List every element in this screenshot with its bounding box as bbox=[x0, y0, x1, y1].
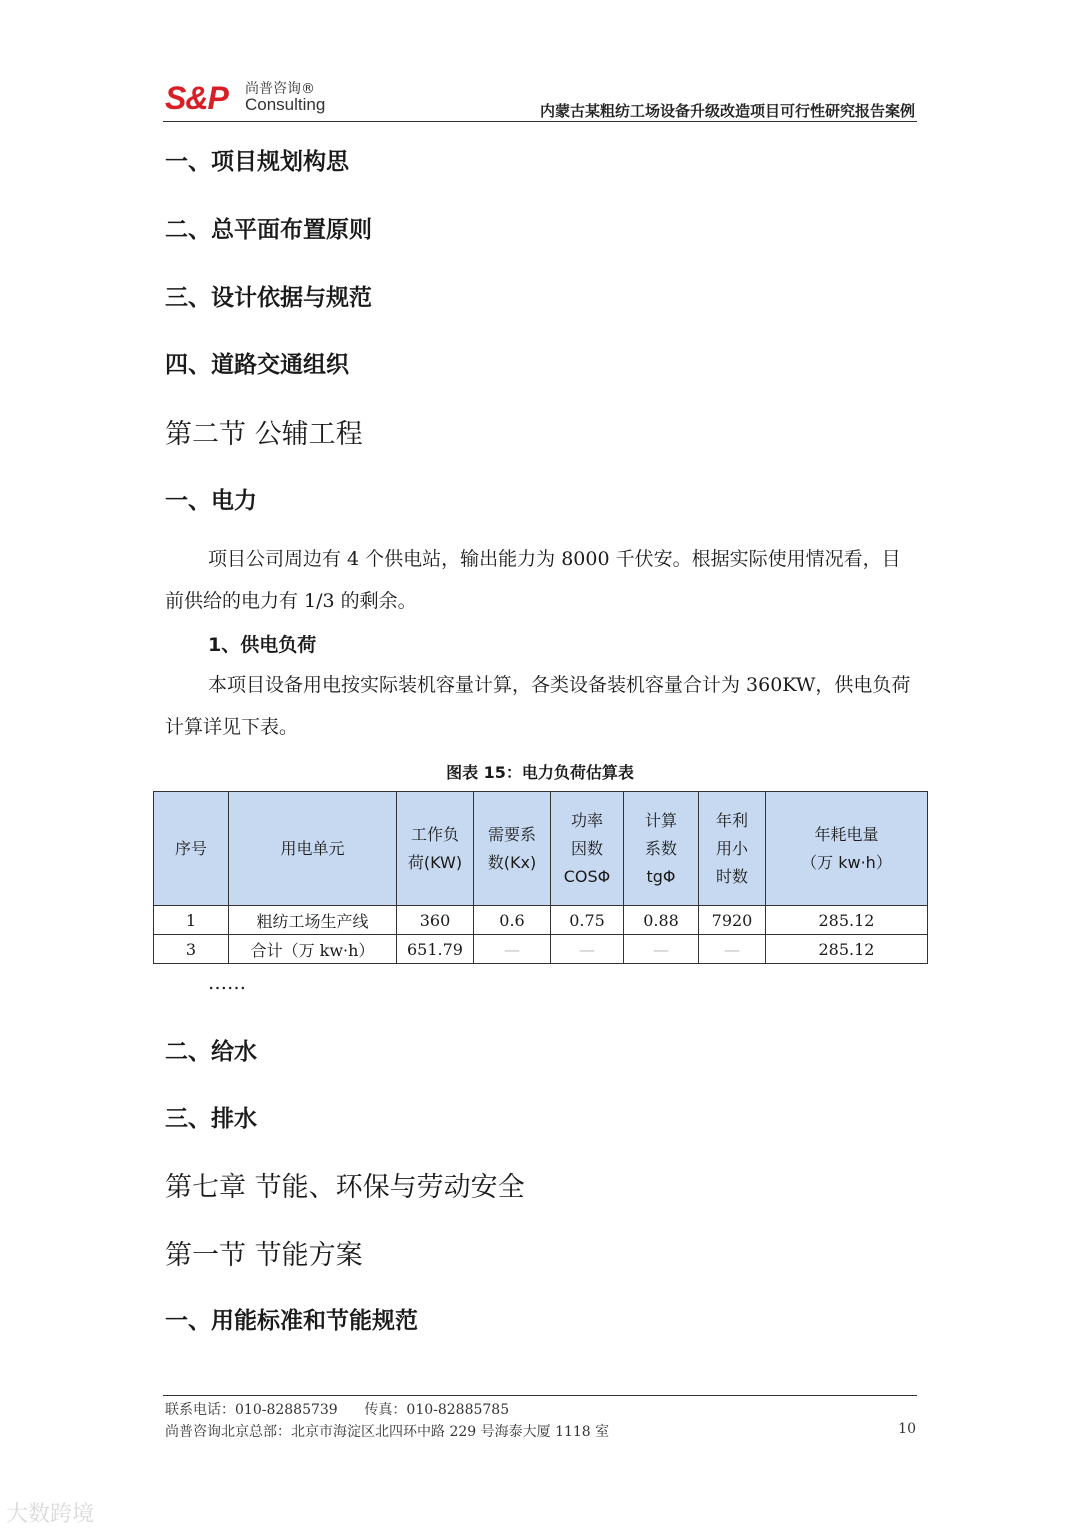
heading-layout-principles: 二、总平面布置原则 bbox=[165, 217, 372, 243]
cell-cos: — bbox=[551, 935, 624, 964]
paragraph-power-supply: 项目公司周边有 4 个供电站，输出能力为 8000 千伏安。根据实际使用情况看，目前供给的电力有 1/3 的剩余。 bbox=[165, 548, 901, 612]
footer-address: 尚普咨询北京总部：北京市海淀区北四环中路 229 号海泰大厦 1118 室 bbox=[165, 1424, 610, 1440]
cell-seq: 3 bbox=[154, 935, 229, 964]
chapter-7-title: 第七章 节能、环保与劳动安全 bbox=[165, 1172, 525, 1203]
cell-tg: — bbox=[624, 935, 699, 964]
heading-road-traffic: 四、道路交通组织 bbox=[165, 352, 349, 378]
cell-hours: 7920 bbox=[699, 906, 766, 935]
table-row bbox=[154, 906, 928, 935]
cell-energy: 285.12 bbox=[766, 935, 928, 964]
footer-contact: 联系电话：010-82885739 传真：010-82885785 bbox=[165, 1402, 510, 1418]
logo-english-name: Consulting bbox=[245, 95, 326, 114]
col-header-load: 工作负 荷(KW) bbox=[397, 792, 474, 906]
table-caption: 图表 15：电力负荷估算表 bbox=[446, 763, 634, 782]
cell-unit: 粗纺工场生产线 bbox=[229, 906, 397, 935]
header-rule bbox=[163, 121, 917, 122]
col-header-kx: 需要系 数(Kx) bbox=[474, 792, 551, 906]
logo-chinese-name: 尚普咨询® bbox=[245, 81, 315, 97]
heading-drainage: 三、排水 bbox=[165, 1106, 257, 1132]
watermark: 大数跨境 bbox=[6, 1502, 95, 1527]
cell-load: 360 bbox=[397, 906, 474, 935]
cell-kx: 0.6 bbox=[474, 906, 551, 935]
heading-water-supply: 二、给水 bbox=[165, 1039, 257, 1065]
section-utilities-title: 第二节 公辅工程 bbox=[165, 419, 363, 450]
ellipsis: …… bbox=[208, 972, 246, 994]
section-energy-saving-title: 第一节 节能方案 bbox=[165, 1240, 363, 1271]
cell-seq: 1 bbox=[154, 906, 229, 935]
cell-unit: 合计（万 kw·h） bbox=[229, 935, 397, 964]
heading-energy-standards: 一、用能标准和节能规范 bbox=[165, 1308, 418, 1334]
cell-cos: 0.75 bbox=[551, 906, 624, 935]
cell-load: 651.79 bbox=[397, 935, 474, 964]
running-header-title: 内蒙古某粗纺工场设备升级改造项目可行性研究报告案例 bbox=[539, 102, 915, 120]
cell-energy: 285.12 bbox=[766, 906, 928, 935]
col-header-seq: 序号 bbox=[154, 792, 229, 906]
power-load-table bbox=[153, 791, 928, 964]
col-header-energy: 年耗电量 （万 kw·h） bbox=[766, 792, 928, 906]
col-header-cos: 功率 因数 COSΦ bbox=[551, 792, 624, 906]
subheading-power-load: 1、供电负荷 bbox=[208, 634, 317, 656]
cell-hours: — bbox=[699, 935, 766, 964]
cell-kx: — bbox=[474, 935, 551, 964]
col-header-tg: 计算 系数 tgΦ bbox=[624, 792, 699, 906]
table-row-total bbox=[154, 935, 928, 964]
col-header-unit: 用电单元 bbox=[229, 792, 397, 906]
heading-project-planning: 一、项目规划构思 bbox=[165, 149, 349, 175]
logo-mark: S&P bbox=[165, 80, 228, 116]
company-logo bbox=[165, 78, 335, 118]
page-number: 10 bbox=[898, 1421, 916, 1437]
col-header-hours: 年利 用小 时数 bbox=[699, 792, 766, 906]
heading-design-basis: 三、设计依据与规范 bbox=[165, 285, 372, 311]
heading-power: 一、电力 bbox=[165, 488, 257, 514]
table-header-row bbox=[154, 792, 928, 906]
cell-tg: 0.88 bbox=[624, 906, 699, 935]
footer-rule bbox=[163, 1395, 917, 1396]
paragraph-power-load: 本项目设备用电按实际装机容量计算，各类设备装机容量合计为 360KW，供电负荷计算详见下表。 bbox=[165, 674, 911, 738]
